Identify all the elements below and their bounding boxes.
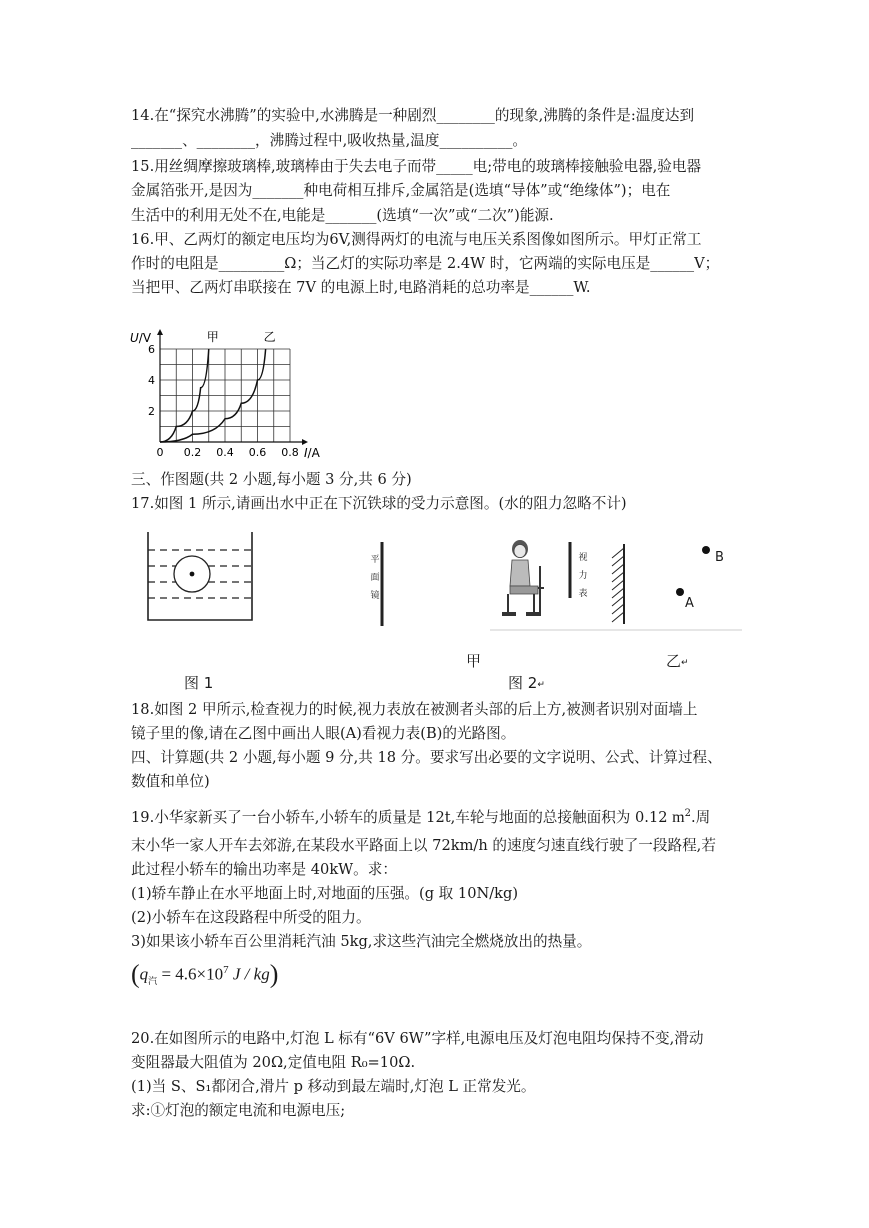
wall-mirror	[608, 542, 630, 626]
q17-text: 17.如图 1 所示,请画出水中正在下沉铁球的受力示意图。(水的阻力忽略不计)	[131, 495, 627, 512]
q14-line1: 14.在“探究水沸腾”的实验中,水沸腾是一种剧烈________的现象,沸腾的条件是:温度达到	[131, 107, 695, 124]
section3-heading: 三、作图题(共 2 小题,每小题 3 分,共 6 分)	[131, 471, 412, 488]
q15-line2: 金属箔张开,是因为_______种电荷相互排斥,金属箔是(选填“导体”或“绝缘体”)；电在	[131, 182, 671, 199]
eye-chart-label: 视力表	[578, 553, 588, 599]
eye-chart-board	[566, 540, 574, 600]
q19-line2: 末小华一家人开车去郊游,在某段水平路面上以 72km/h 的速度匀速直线行驶了一段路程,若	[131, 837, 716, 854]
q16-line1: 16.甲、乙两灯的额定电压均为6V,测得两灯的电流与电压关系图像如图所示。甲灯正常工	[131, 231, 702, 248]
seated-person-icon	[494, 536, 556, 620]
y-tick-label: 6	[148, 343, 155, 356]
chart-series	[160, 330, 276, 442]
q19-line1: 19.小华家新买了一台小轿车,小轿车的质量是 12t,车轮与地面的总接触面积为 0.12 $m^2$.周	[131, 808, 711, 826]
q20-line4: 求:①灯泡的额定电流和电源电压;	[131, 1102, 346, 1119]
q16-line2: 作时的电阻是_________Ω；当乙灯的实际功率是 2.4W 时，它两端的实际电压是______V；	[131, 255, 720, 272]
point-a-label: A	[685, 596, 694, 611]
x-axis-label: I/A	[304, 446, 320, 460]
ui-chart	[120, 312, 330, 462]
q20-line3: (1)当 S、S₁都闭合,滑片 p 移动到最左端时,灯泡 L 正常发光。	[131, 1078, 536, 1095]
mirror-label: 平面镜	[370, 555, 380, 601]
q15-line1: 15.用丝绸摩擦玻璃棒,玻璃棒由于失去电子而带_____电;带电的玻璃棒接触验电器,验电器	[131, 158, 702, 175]
point-b-dot	[700, 544, 712, 556]
q19-line3: 此过程小轿车的输出功率是 40kW。求：	[131, 861, 397, 878]
q14-line2: _______、________，沸腾过程中,吸收热量,温度__________。	[131, 132, 528, 149]
q18-line1: 18.如图 2 甲所示,检查视力的时候,视力表放在被测者头部的后上方,被测者识别对面墙上	[131, 701, 698, 718]
q18-line2: 镜子里的像,请在乙图中画出人眼(A)看视力表(B)的光路图。	[131, 725, 516, 742]
q19-sub2: (2)小轿车在这段路程中所受的阻力。	[131, 909, 371, 926]
q19-formula: ($q_汽 = 4.6\times 10^7$ J / kg)	[131, 959, 279, 989]
point-b-label: B	[715, 550, 724, 565]
x-tick-label: 0.2	[183, 446, 202, 459]
q15-line3: 生活中的利用无处不在,电能是_______(选填“一次”或“二次”)能源.	[131, 207, 554, 224]
q19-sub3: 3)如果该小轿车百公里消耗汽油 5kg,求这些汽油完全燃烧放出的热量。	[131, 933, 592, 950]
q16-line3: 当把甲、乙两灯串联接在 7V 的电源上时,电路消耗的总功率是______W.	[131, 279, 591, 296]
figure1-beaker	[140, 528, 260, 624]
plane-mirror	[378, 540, 386, 628]
q20-line1: 20.在如图所示的电路中,灯泡 L 标有“6V 6W”字样,电源电压及灯泡电阻均保持不变,滑动	[131, 1030, 704, 1047]
figure2-yi-caption: 乙↵	[666, 652, 689, 670]
x-tick-label: 0.8	[281, 446, 299, 459]
y-tick-label: 4	[148, 374, 155, 387]
y-axis-label: U/V	[130, 331, 152, 345]
chart-grid	[160, 349, 290, 442]
y-tick-label: 2	[148, 405, 155, 418]
series-label-jia: 甲	[206, 330, 219, 344]
x-tick-label: 0.4	[216, 446, 234, 459]
figure2-caption: 图 2↵	[508, 674, 545, 692]
x-axis-arrow	[302, 439, 308, 445]
section4-line1: 四、计算题(共 2 小题,每小题 9 分,共 18 分。要求写出必要的文字说明、公式、计算过程、	[131, 749, 722, 766]
y-axis-arrow	[157, 329, 163, 335]
q20-line2: 变阻器最大阻值为 20Ω,定值电阻 R₀=10Ω.	[131, 1054, 416, 1071]
floor-line	[490, 626, 744, 634]
series-label-yi: 乙	[263, 330, 276, 344]
x-tick-label: 0	[156, 446, 164, 459]
figure1-caption: 图 1	[184, 674, 214, 692]
figure2-jia-caption: 甲	[466, 652, 482, 670]
x-tick-label: 0.6	[248, 446, 267, 459]
q19-sub1: (1)轿车静止在水平地面上时,对地面的压强。(g 取 10N/kg)	[131, 885, 519, 902]
section4-line2: 数值和单位)	[131, 773, 210, 790]
